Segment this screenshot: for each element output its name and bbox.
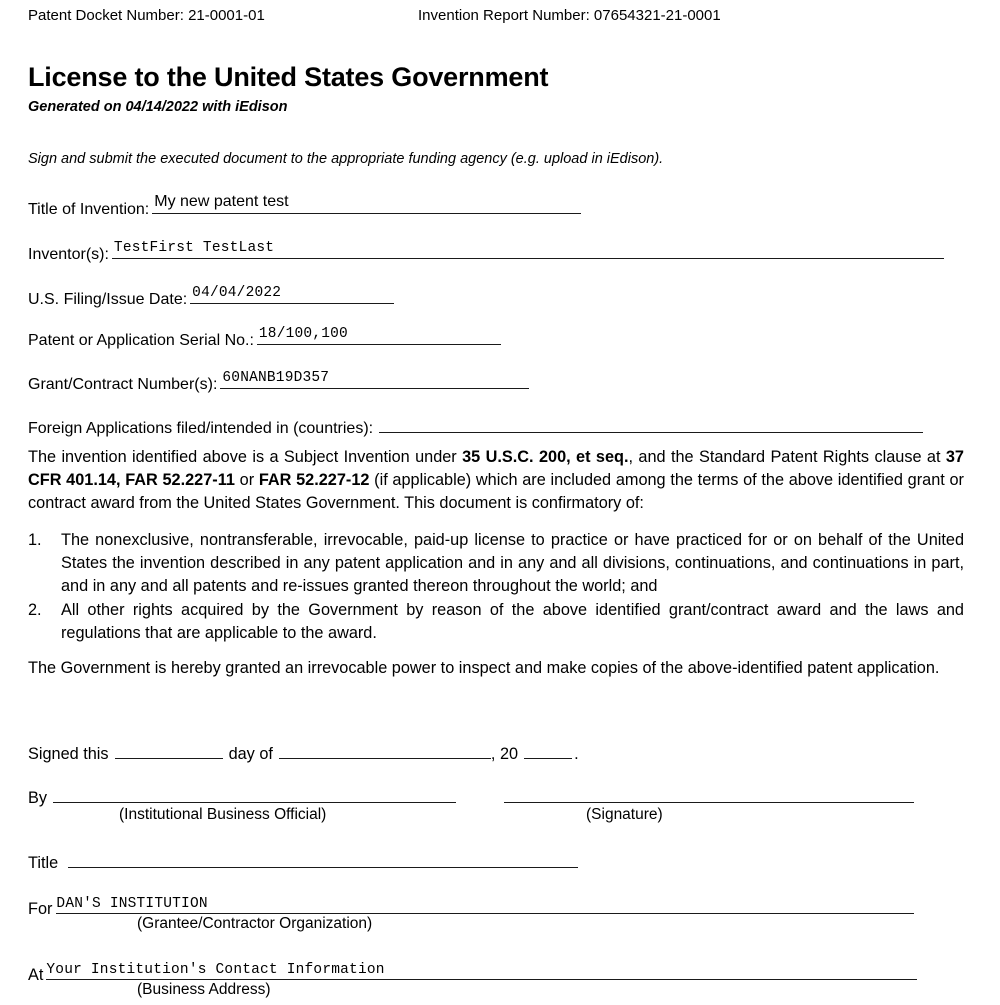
list-item-text: All other rights acquired by the Government by reason of the above identified grant/contract award and the laws and regulations that are applicable to the award.	[61, 600, 964, 642]
signed-year-input[interactable]	[524, 739, 572, 759]
citation-far-52-227-12: FAR 52.227-12	[258, 471, 370, 490]
filing-issue-date-value: 04/04/2022	[192, 285, 282, 301]
filing-issue-date-input[interactable]	[190, 282, 394, 304]
grant-contract-number-value: 60NANB19D357	[222, 370, 330, 386]
list-item-number: 2.	[28, 600, 42, 619]
invention-report-number: Invention Report Number: 07654321-21-0001	[418, 7, 721, 24]
by-row	[28, 783, 916, 808]
foreign-applications-input[interactable]	[379, 411, 923, 433]
day-of-label: day of	[228, 745, 273, 763]
comma-twenty-label: , 20	[490, 745, 519, 763]
grant-contract-number-input[interactable]	[220, 367, 529, 389]
list-item	[28, 599, 964, 645]
main-paragraph	[28, 446, 964, 516]
grantee-organization-caption: (Grantee/Contractor Organization)	[137, 915, 373, 932]
list-item-number: 1.	[28, 531, 42, 549]
field-label-filing-issue-date: U.S. Filing/Issue Date:	[28, 291, 188, 308]
citation-37-cfr-401-14: 37 CFR 401.14, FAR 52.227-11	[28, 448, 964, 490]
government-power-paragraph: The Government is hereby granted an irrevocable power to inspect and make copies of the above-identified patent application.	[28, 659, 940, 677]
grantee-organization-input[interactable]	[56, 892, 914, 914]
list-item	[28, 529, 964, 599]
inventors-input[interactable]	[112, 237, 944, 259]
field-label-foreign-applications: Foreign Applications filed/intended in (countries):	[28, 420, 374, 437]
field-serial-number	[28, 323, 501, 350]
main-paragraph-seg2: , and the Standard Patent Rights clause at	[628, 448, 946, 466]
signed-this-label: Signed this	[28, 745, 109, 763]
by-row-spacer	[460, 784, 500, 803]
page-subtitle: Generated on 04/14/2022 with iEdison	[28, 99, 288, 115]
document-header	[28, 7, 972, 25]
list-item-text: The nonexclusive, nontransferable, irrevocable, paid-up license to practice or have practiced for or on behalf of the United States the invention described in any patent application and in any and all divisions, continuations, and continuations in part, and in any and all patents and re-issues granted thereon throughout the world; and	[61, 531, 964, 596]
field-grant-contract-number	[28, 367, 529, 394]
title-row	[28, 848, 580, 873]
field-foreign-applications	[28, 411, 923, 438]
patent-docket-number: Patent Docket Number: 21-0001-01	[28, 7, 265, 24]
field-label-serial-number: Patent or Application Serial No.:	[28, 332, 254, 349]
signed-day-input[interactable]	[115, 739, 223, 759]
citation-35-usc-200: 35 U.S.C. 200, et seq.	[462, 448, 629, 466]
signed-this-row	[28, 739, 579, 764]
serial-number-value: 18/100,100	[258, 326, 348, 342]
page-title: License to the United States Government	[28, 62, 549, 92]
field-label-grant-contract-number: Grant/Contract Number(s):	[28, 376, 218, 393]
confirmatory-list	[28, 529, 964, 645]
title-of-invention-input[interactable]	[152, 192, 581, 214]
field-label-title-of-invention: Title of Invention:	[28, 201, 150, 218]
main-paragraph-seg4: (if applicable) which are included among the terms of the above identified grant or contract award from the United States Government. This document is confirmatory of:	[28, 471, 964, 513]
grantee-organization-value: DAN'S INSTITUTION	[56, 896, 208, 912]
business-official-input[interactable]	[53, 783, 456, 803]
field-filing-issue-date	[28, 282, 394, 309]
inventors-value: TestFirst TestLast	[113, 240, 275, 256]
main-paragraph-seg1: The invention identified above is a Subject Invention under	[28, 448, 463, 466]
signature-caption: (Signature)	[586, 806, 663, 823]
signed-month-input[interactable]	[279, 739, 491, 759]
for-label: For	[28, 900, 53, 918]
business-address-input[interactable]	[46, 958, 917, 980]
field-label-inventors: Inventor(s):	[28, 246, 109, 263]
title-label: Title	[28, 854, 59, 872]
at-label: At	[28, 966, 44, 984]
signature-input[interactable]	[504, 783, 914, 803]
instruction-text: Sign and submit the executed document to the appropriate funding agency (e.g. upload in iEdison).	[28, 151, 664, 167]
title-of-invention-value: My new patent test	[154, 193, 289, 210]
signer-title-input[interactable]	[68, 848, 578, 868]
field-title-of-invention	[28, 192, 581, 219]
business-address-caption: (Business Address)	[137, 981, 271, 998]
business-official-caption: (Institutional Business Official)	[119, 806, 327, 823]
serial-number-input[interactable]	[257, 323, 501, 345]
by-label: By	[28, 789, 48, 807]
field-inventors	[28, 237, 944, 264]
main-paragraph-seg3: or	[234, 471, 259, 490]
business-address-value: Your Institution's Contact Information	[46, 962, 385, 978]
signed-period: .	[574, 745, 579, 763]
